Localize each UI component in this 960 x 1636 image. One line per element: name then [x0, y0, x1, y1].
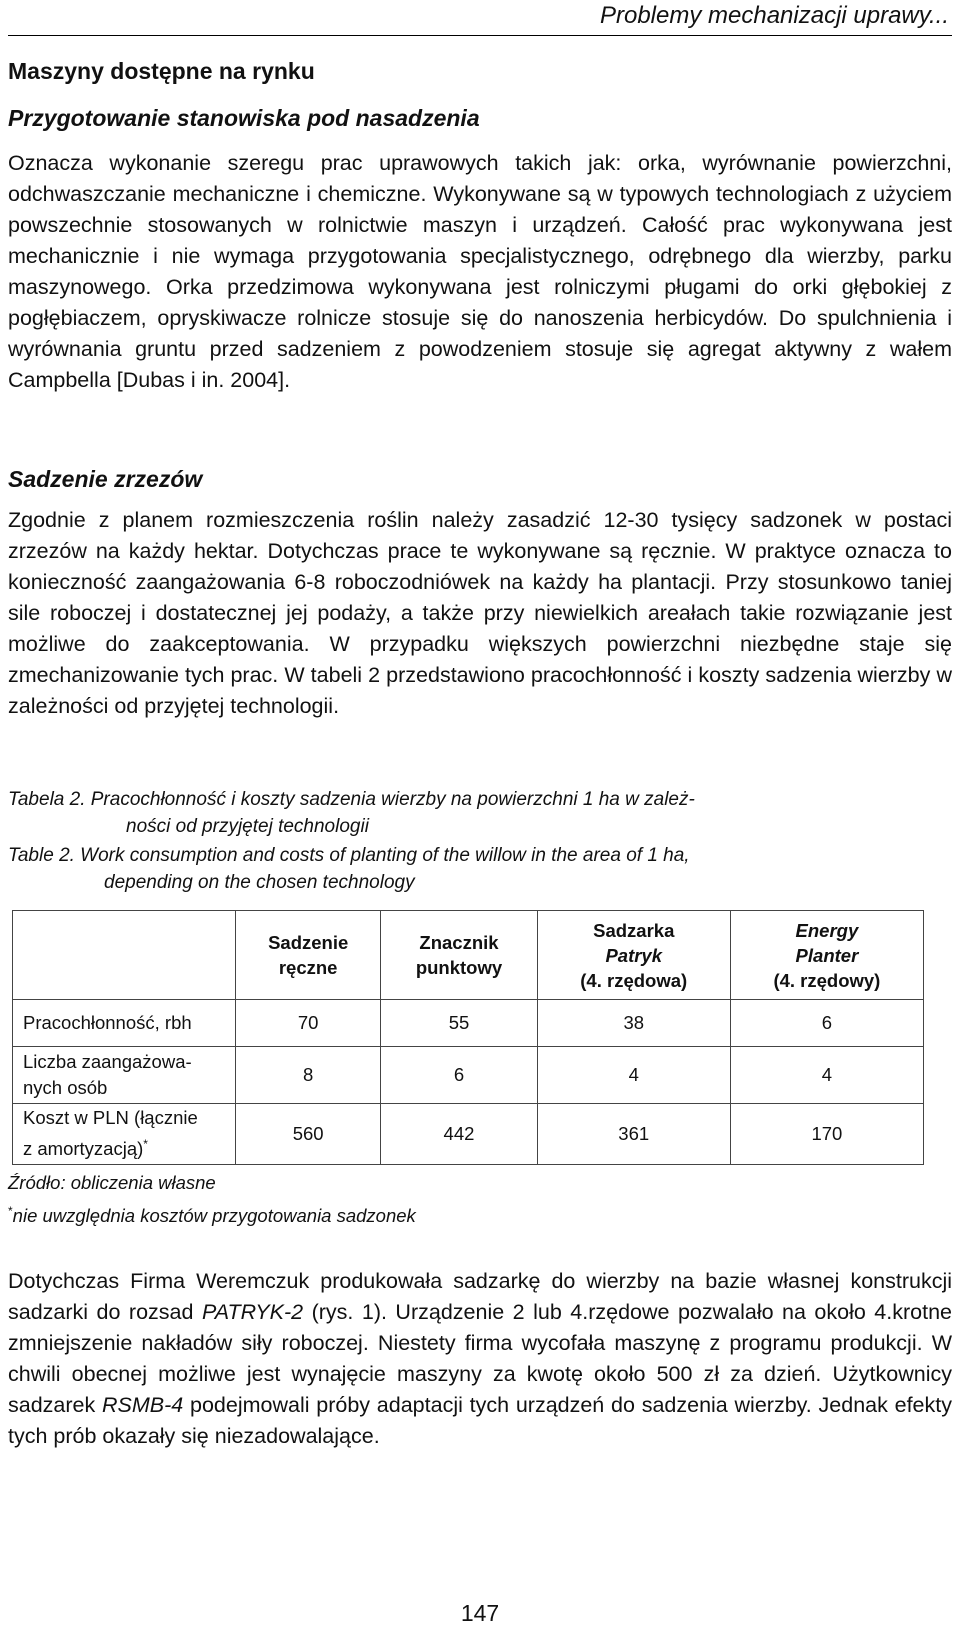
machine-name: RSMB-4: [102, 1393, 184, 1417]
paragraph-text: (rys. 1). Urządzenie 2 lub 4.rzędowe pozwalało na około 4.krotne zmniejszenie nakładów siły roboczej. Niestety firma wycofała maszynę z programu produkcji. W chwili obecnej możliwe jest wynajęcie maszyny za kwotę około 500 zł za dzień. Użytkownicy sadzarek: [8, 1300, 952, 1417]
running-head: Problemy mechanizacji uprawy...: [8, 0, 952, 36]
table-caption-english-line2: depending on the chosen technology: [104, 872, 415, 893]
paragraph-text: podejmowali próby adaptacji tych urządzeń do sadzenia wierzby. Jednak efekty tych prób okazały się niezadowalające.: [8, 1393, 952, 1448]
table-cell: 4: [730, 1047, 923, 1104]
table-cell: 4: [537, 1047, 730, 1104]
table-caption-english-line1: Table 2. Work consumption and costs of planting of the willow in the area of 1 ha,: [8, 845, 690, 866]
header-line: (4. rzędowy): [773, 969, 881, 991]
header-line: Znacznik: [419, 932, 499, 953]
table-cell: 442: [381, 1104, 537, 1165]
table-cell: 560: [236, 1104, 381, 1165]
table-corner-cell: [13, 911, 236, 1000]
table-row: [13, 1104, 924, 1165]
table-header-point-marker: [381, 911, 537, 1000]
table-footnote: [8, 1204, 416, 1227]
machine-name: PATRYK-2: [201, 1300, 304, 1324]
table-caption-polish-line1: Tabela 2. Pracochłonność i koszty sadzenia wierzby na powierzchni 1 ha w zależ-: [8, 789, 695, 810]
header-line: Sadzarka: [593, 919, 675, 941]
section-title: Maszyny dostępne na rynku: [8, 58, 315, 84]
row-label-line: Koszt w PLN (łącznie: [23, 1107, 198, 1129]
table-cell: 8: [236, 1047, 381, 1104]
table-source-note: Źródło: obliczenia własne: [8, 1172, 216, 1193]
header-line: ręczne: [278, 957, 338, 978]
table-cell: 38: [537, 1000, 730, 1047]
row-label-text: z amortyzacją): [23, 1138, 144, 1160]
table-header-energy-planter: [730, 911, 923, 1000]
table-row: [13, 1000, 924, 1047]
paragraph-preparation: Oznacza wykonanie szeregu prac uprawowych takich jak: orka, wyrównanie powierzchni, odchwaszczanie mechaniczne i chemiczne. Wykonywane są w typowych technologiach z użyciem powszechnie stosowanych w rolnictwie maszyn i urządzeń. Całość prac wykonywana jest mechanicznie i nie wymaga przygotowania specjalistycznego, odrębnego dla wierzby, parku maszynowego. Orka przedzimowa wykonywana jest rolniczymi pługami do orki głębokiej z pogłębiaczem, opryskiwacze rolnicze stosuje się do nanoszenia herbicydów. Do spulchnienia i wyrównania gruntu przed sadzeniem z powodzeniem stosuje się agregat aktywny z wałem Campbella [Dubas i in. 2004].: [8, 151, 952, 392]
table-cell: 170: [730, 1104, 923, 1165]
table-row: [13, 1047, 924, 1104]
document-page: [8, 0, 952, 1636]
footnote-marker: *: [8, 1204, 13, 1218]
table-cell: 361: [537, 1104, 730, 1165]
header-line: punktowy: [415, 957, 503, 978]
table-cell: 6: [381, 1047, 537, 1104]
table-cell: 55: [381, 1000, 537, 1047]
table-caption-polish-line2: ności od przyjętej technologii: [126, 816, 369, 837]
header-line: Patryk: [605, 944, 663, 966]
subsection-title-preparation: Przygotowanie stanowiska pod nasadzenia: [8, 105, 480, 131]
header-line: (4. rzędowa): [580, 969, 688, 991]
table-header-patryk-planter: [537, 911, 730, 1000]
row-label-line: [23, 1131, 235, 1162]
table-caption-english: [8, 842, 952, 896]
header-line: Sadzenie: [268, 932, 349, 953]
row-label-cost: [13, 1104, 236, 1165]
header-line: Energy: [795, 919, 859, 941]
table-header-manual-planting: [236, 911, 381, 1000]
header-line: Planter: [795, 944, 859, 966]
table-cell: 6: [730, 1000, 923, 1047]
data-table: [12, 910, 924, 1165]
row-label-line: nych osób: [23, 1077, 108, 1098]
paragraph-text: Dotychczas Firma Weremczuk produkowała sadzarkę do wierzby na bazie własnej konstrukcji sadzarki do rozsad: [8, 1269, 952, 1324]
row-label-workers: [13, 1047, 236, 1104]
table-caption-polish: [8, 786, 952, 840]
footnote-marker: *: [143, 1137, 148, 1152]
row-label-line: Liczba zaangażowa-: [23, 1051, 192, 1072]
page-number: 147: [460, 1600, 500, 1626]
table-cell: 70: [236, 1000, 381, 1047]
paragraph-planting: Zgodnie z planem rozmieszczenia roślin należy zasadzić 12-30 tysięcy sadzonek w postaci zrzezów na każdy hektar. Dotychczas prace te wykonywane są ręcznie. W praktyce oznacza to konieczność zaangażowania 6-8 roboczodniówek na każdy ha plantacji. Przy stosunkowo taniej sile roboczej i dostatecznej jej podaży, a także przy niewielkich areałach takie rozwiązanie jest możliwe do zaakceptowania. W przypadku większych powierzchni niezbędne staje się zmechanizowanie tych prac. W tabeli 2 przedstawiono pracochłonność i koszty sadzenia wierzby w zależności od przyjętej technologii.: [8, 508, 952, 718]
footnote-text: nie uwzględnia kosztów przygotowania sadzonek: [12, 1205, 416, 1227]
row-label-labour: Pracochłonność, rbh: [13, 1000, 236, 1047]
subsection-title-planting: Sadzenie zrzezów: [8, 466, 203, 492]
table-header-row: [13, 911, 924, 1000]
paragraph-weremczuk: [8, 1266, 952, 1452]
